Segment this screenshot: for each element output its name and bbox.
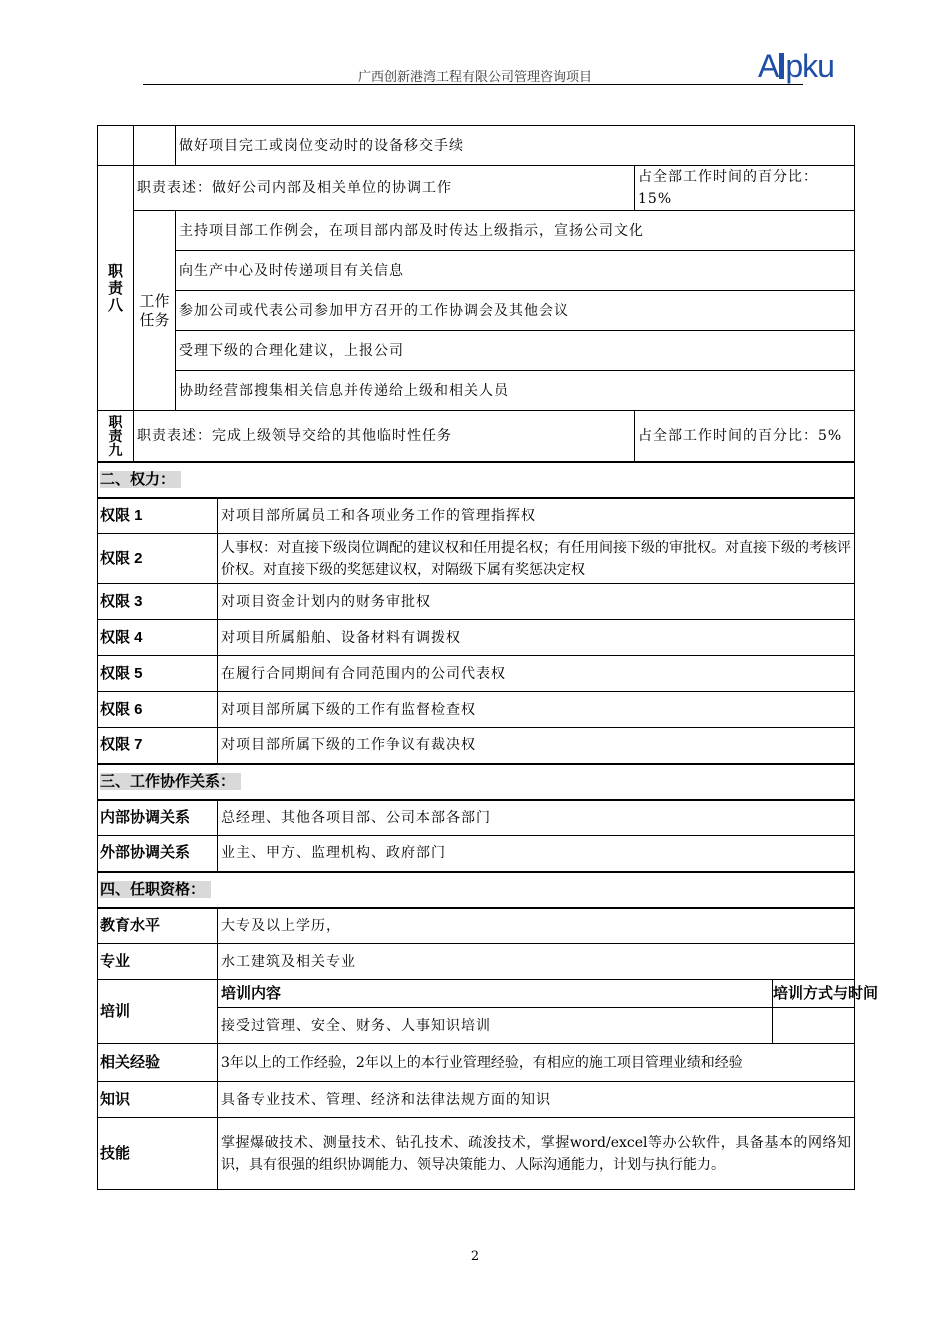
duty8-prev-task-row bbox=[98, 126, 855, 166]
duty9-row bbox=[98, 411, 855, 462]
power-text: 人事权：对直接下级岗位调配的建议权和任用提名权；有任用间接下级的审批权。对直接下级的考核评价权。对直接下级的奖惩建议权，对隔级下属有奖惩决定权 bbox=[218, 534, 855, 584]
duty8-description: 职责表述：做好公司内部及相关单位的协调工作 bbox=[134, 166, 635, 211]
knowledge-text: 具备专业技术、管理、经济和法律法规方面的知识 bbox=[218, 1082, 855, 1118]
power-text: 对项目部所属下级的工作争议有裁决权 bbox=[218, 728, 855, 764]
power-text: 对项目部所属员工和各项业务工作的管理指挥权 bbox=[218, 498, 855, 534]
power-row bbox=[98, 620, 855, 656]
power-label: 权限 3 bbox=[98, 584, 218, 620]
relation-row bbox=[98, 836, 855, 872]
duty8-task-row bbox=[98, 291, 855, 331]
qualification-row bbox=[98, 1082, 855, 1118]
duty9-description: 职责表述：完成上级领导交给的其他临时性任务 bbox=[134, 411, 635, 462]
company-logo: A pku bbox=[758, 48, 834, 84]
header-title: 广西创新港湾工程有限公司管理咨询项目 bbox=[357, 70, 592, 85]
training-content: 接受过管理、安全、财务、人事知识培训 bbox=[218, 1008, 773, 1044]
power-label: 权限 7 bbox=[98, 728, 218, 764]
major-label: 专业 bbox=[98, 944, 218, 980]
duty8-percentage: 占全部工作时间的百分比：15% bbox=[635, 166, 855, 211]
qualifications-section-title: 四、任职资格： bbox=[98, 872, 855, 908]
duty8-task-row bbox=[98, 211, 855, 251]
power-row bbox=[98, 584, 855, 620]
power-label: 权限 4 bbox=[98, 620, 218, 656]
duty8-description-row bbox=[98, 166, 855, 211]
prev-task-text: 做好项目完工或岗位变动时的设备移交手续 bbox=[176, 126, 855, 166]
section-header-row bbox=[98, 462, 855, 498]
training-content-header: 培训内容 bbox=[218, 980, 773, 1008]
duty9-category: 职责九 bbox=[98, 411, 134, 462]
relation-row bbox=[98, 800, 855, 836]
power-label: 权限 6 bbox=[98, 692, 218, 728]
duty8-task-4: 受理下级的合理化建议，上报公司 bbox=[176, 331, 855, 371]
qualification-row bbox=[98, 944, 855, 980]
duty8-tasks-label: 工作任务 bbox=[134, 211, 176, 411]
section-header-row bbox=[98, 872, 855, 908]
power-label: 权限 2 bbox=[98, 534, 218, 584]
external-relation-label: 外部协调关系 bbox=[98, 836, 218, 872]
duty8-task-row bbox=[98, 251, 855, 291]
duty8-task-5: 协助经营部搜集相关信息并传递给上级和相关人员 bbox=[176, 371, 855, 411]
power-label: 权限 5 bbox=[98, 656, 218, 692]
page-number: 2 bbox=[470, 1249, 480, 1264]
power-row bbox=[98, 534, 855, 584]
education-text: 大专及以上学历， bbox=[218, 908, 855, 944]
power-text: 对项目所属船舶、设备材料有调拨权 bbox=[218, 620, 855, 656]
education-label: 教育水平 bbox=[98, 908, 218, 944]
experience-label: 相关经验 bbox=[98, 1044, 218, 1082]
knowledge-label: 知识 bbox=[98, 1082, 218, 1118]
training-method bbox=[773, 1008, 855, 1044]
relations-section-title: 三、工作协作关系： bbox=[98, 764, 855, 800]
experience-text: 3年以上的工作经验，2年以上的本行业管理经验，有相应的施工项目管理业绩和经验 bbox=[218, 1044, 855, 1082]
power-row bbox=[98, 656, 855, 692]
duty9-percentage: 占全部工作时间的百分比：5% bbox=[635, 411, 855, 462]
skills-label: 技能 bbox=[98, 1118, 218, 1190]
duty8-task-1: 主持项目部工作例会，在项目部内部及时传达上级指示，宣扬公司文化 bbox=[176, 211, 855, 251]
power-row bbox=[98, 498, 855, 534]
duty8-task-row bbox=[98, 371, 855, 411]
powers-section-title: 二、权力： bbox=[98, 462, 855, 498]
internal-relation-text: 总经理、其他各项目部、公司本部各部门 bbox=[218, 800, 855, 836]
training-method-header: 培训方式与时间 bbox=[773, 980, 855, 1008]
power-row bbox=[98, 692, 855, 728]
duty8-task-row bbox=[98, 331, 855, 371]
qualification-row bbox=[98, 1118, 855, 1190]
external-relation-text: 业主、甲方、监理机构、政府部门 bbox=[218, 836, 855, 872]
qualification-row bbox=[98, 1044, 855, 1082]
power-text: 在履行合同期间有合同范围内的公司代表权 bbox=[218, 656, 855, 692]
duty8-task-2: 向生产中心及时传递项目有关信息 bbox=[176, 251, 855, 291]
duty8-category: 职责八 bbox=[98, 166, 134, 411]
job-description-table bbox=[97, 125, 879, 1190]
skills-text: 掌握爆破技术、测量技术、钻孔技术、疏浚技术，掌握word/excel等办公软件，具备基本的网络知识，具有很强的组织协调能力、领导决策能力、人际沟通能力，计划与执行能力。 bbox=[218, 1118, 855, 1190]
major-text: 水工建筑及相关专业 bbox=[218, 944, 855, 980]
power-text: 对项目资金计划内的财务审批权 bbox=[218, 584, 855, 620]
training-label: 培训 bbox=[98, 980, 218, 1044]
power-row bbox=[98, 728, 855, 764]
training-header-row bbox=[98, 980, 855, 1008]
duty8-task-3: 参加公司或代表公司参加甲方召开的工作协调会及其他会议 bbox=[176, 291, 855, 331]
qualification-row bbox=[98, 908, 855, 944]
power-label: 权限 1 bbox=[98, 498, 218, 534]
section-header-row bbox=[98, 764, 855, 800]
power-text: 对项目部所属下级的工作有监督检查权 bbox=[218, 692, 855, 728]
header-divider bbox=[143, 84, 803, 85]
internal-relation-label: 内部协调关系 bbox=[98, 800, 218, 836]
